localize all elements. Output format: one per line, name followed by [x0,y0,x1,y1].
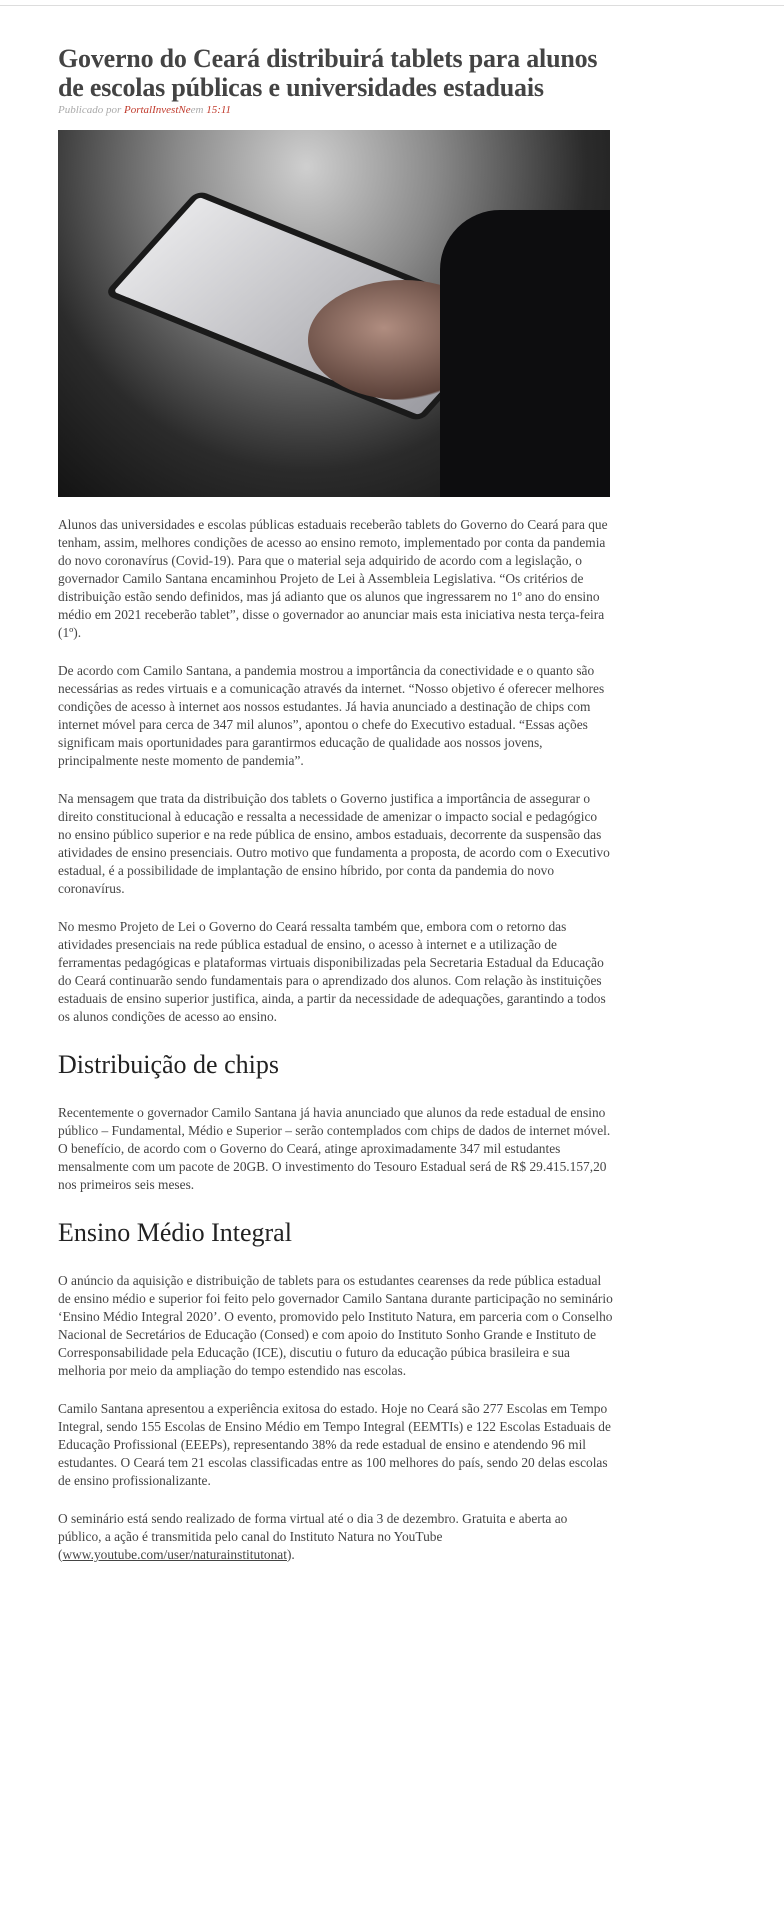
paragraph [58,1510,613,1564]
hero-image [58,130,610,497]
author-link[interactable]: PortalInvestNe [124,104,191,116]
sleeve-shape [440,210,610,497]
youtube-link[interactable]: www.youtube.com/user/naturainstitutonat [62,1547,287,1562]
section-heading-chips: Distribuição de chips [58,1050,279,1079]
meta-middle: em [190,104,207,116]
paragraph: Na mensagem que trata da distribuição dos tablets o Governo justifica a importância de assegurar o direito constitucional à educação e ressalta a necessidade de amenizar o impacto social e pedagógico no ensino público superior e na rede pública de ensino, ambos estaduais, decorrente da suspensão das atividades de ensino presenciais. Outro motivo que fundamenta a proposta, de acordo com o Executivo estadual, é a possibilidade de implantação de ensino híbrido, por conta da pandemia do novo coronavírus. [58,791,610,896]
paragraph: O anúncio da aquisição e distribuição de tablets para os estudantes cearenses da rede pública estadual de ensino médio e superior foi feito pelo governador Camilo Santana durante participação no seminário ‘Ensino Médio Integral 2020’. O evento, promovido pelo Instituto Natura, em parceria com o Conselho Nacional de Secretários de Educação (Consed) e com apoio do Instituto Sonho Grande e Instituto de Corresponsabilidade pela Educação (ICE), discutiu o futuro da educação púbica brasileira e sua melhoria por meio da ampliação do tempo estendido nas escolas. [58,1273,613,1378]
paragraph: Recentemente o governador Camilo Santana já havia anunciado que alunos da rede estadual de ensino público – Fundamental, Médio e Superior – serão contemplados com chips de dados de internet móvel. O benefício, de acordo com o Governo do Ceará, atinge aproximadamente 347 mil estudantes mensalmente com um pacote de 20GB. O investimento do Tesouro Estadual será de R$ 29.415.157,20 nos primeiros seis meses. [58,1105,611,1192]
meta-prefix: Publicado por [58,104,124,116]
text: ). [286,1547,295,1562]
publish-time: 15:11 [206,104,232,116]
article [58,44,613,1564]
article-title: Governo do Ceará distribuirá tablets para alunos de escolas públicas e universidades estaduais [58,44,598,102]
article-meta [58,104,613,116]
paragraph: Camilo Santana apresentou a experiência exitosa do estado. Hoje no Ceará são 277 Escolas em Tempo Integral, sendo 155 Escolas de Ensino Médio em Tempo Integral (EEMTIs) e 122 Escolas Estaduais de Educação Profissional (EEEPs), representando 38% da rede estadual de ensino e atendendo 96 mil estudantes. O Ceará tem 21 escolas classificadas entre as 100 melhores do país, sendo 20 delas escolas de ensino profissionalizante. [58,1401,611,1488]
text: O seminário está sendo realizado de forma virtual até o dia 3 de dezembro. Gratuita e aberta ao público, a ação é transmitida pelo canal do Instituto Natura no YouTube ( [58,1511,568,1562]
section-heading-ensino: Ensino Médio Integral [58,1218,292,1247]
paragraph: No mesmo Projeto de Lei o Governo do Ceará ressalta também que, embora com o retorno das atividades presenciais na rede pública estadual de ensino, o acesso à internet e a utilização de ferramentas pedagógicas e plataformas virtuais disponibilizadas pela Secretaria Estadual da Educação do Ceará continuarão sendo fundamentais para o aprendizado dos alunos. Com relação às instituições estaduais de ensino superior justifica, ainda, a partir da necessidade de adequações, garantindo a todos os alunos condições de acesso ao ensino. [58,919,606,1024]
paragraph: Alunos das universidades e escolas públicas estaduais receberão tablets do Governo do Ceará para que tenham, assim, melhores condições de acesso ao ensino remoto, implementado por conta da pandemia do novo coronavírus (Covid-19). Para que o material seja adquirido de acordo com a legislação, o governador Camilo Santana encaminhou Projeto de Lei à Assembleia Legislativa. “Os critérios de distribuição estão sendo definidos, mas já adianto que os alunos que ingressarem no 1º ano do ensino médio em 2021 receberão tablet”, disse o governador ao anunciar mais esta iniciativa nesta terça-feira (1º). [58,517,608,640]
top-divider [0,5,784,6]
paragraph: De acordo com Camilo Santana, a pandemia mostrou a importância da conectividade e o quanto são necessárias as redes virtuais e a comunicação através da internet. “Nosso objetivo é oferecer melhores condições de acesso à internet aos nossos estudantes. Já havia anunciado a destinação de chips com internet móvel para cerca de 347 mil alunos”, apontou o chefe do Executivo estadual. “Essas ações significam mais oportunidades para garantirmos educação de qualidade aos nossos jovens, principalmente neste momento de pandemia”. [58,663,605,768]
